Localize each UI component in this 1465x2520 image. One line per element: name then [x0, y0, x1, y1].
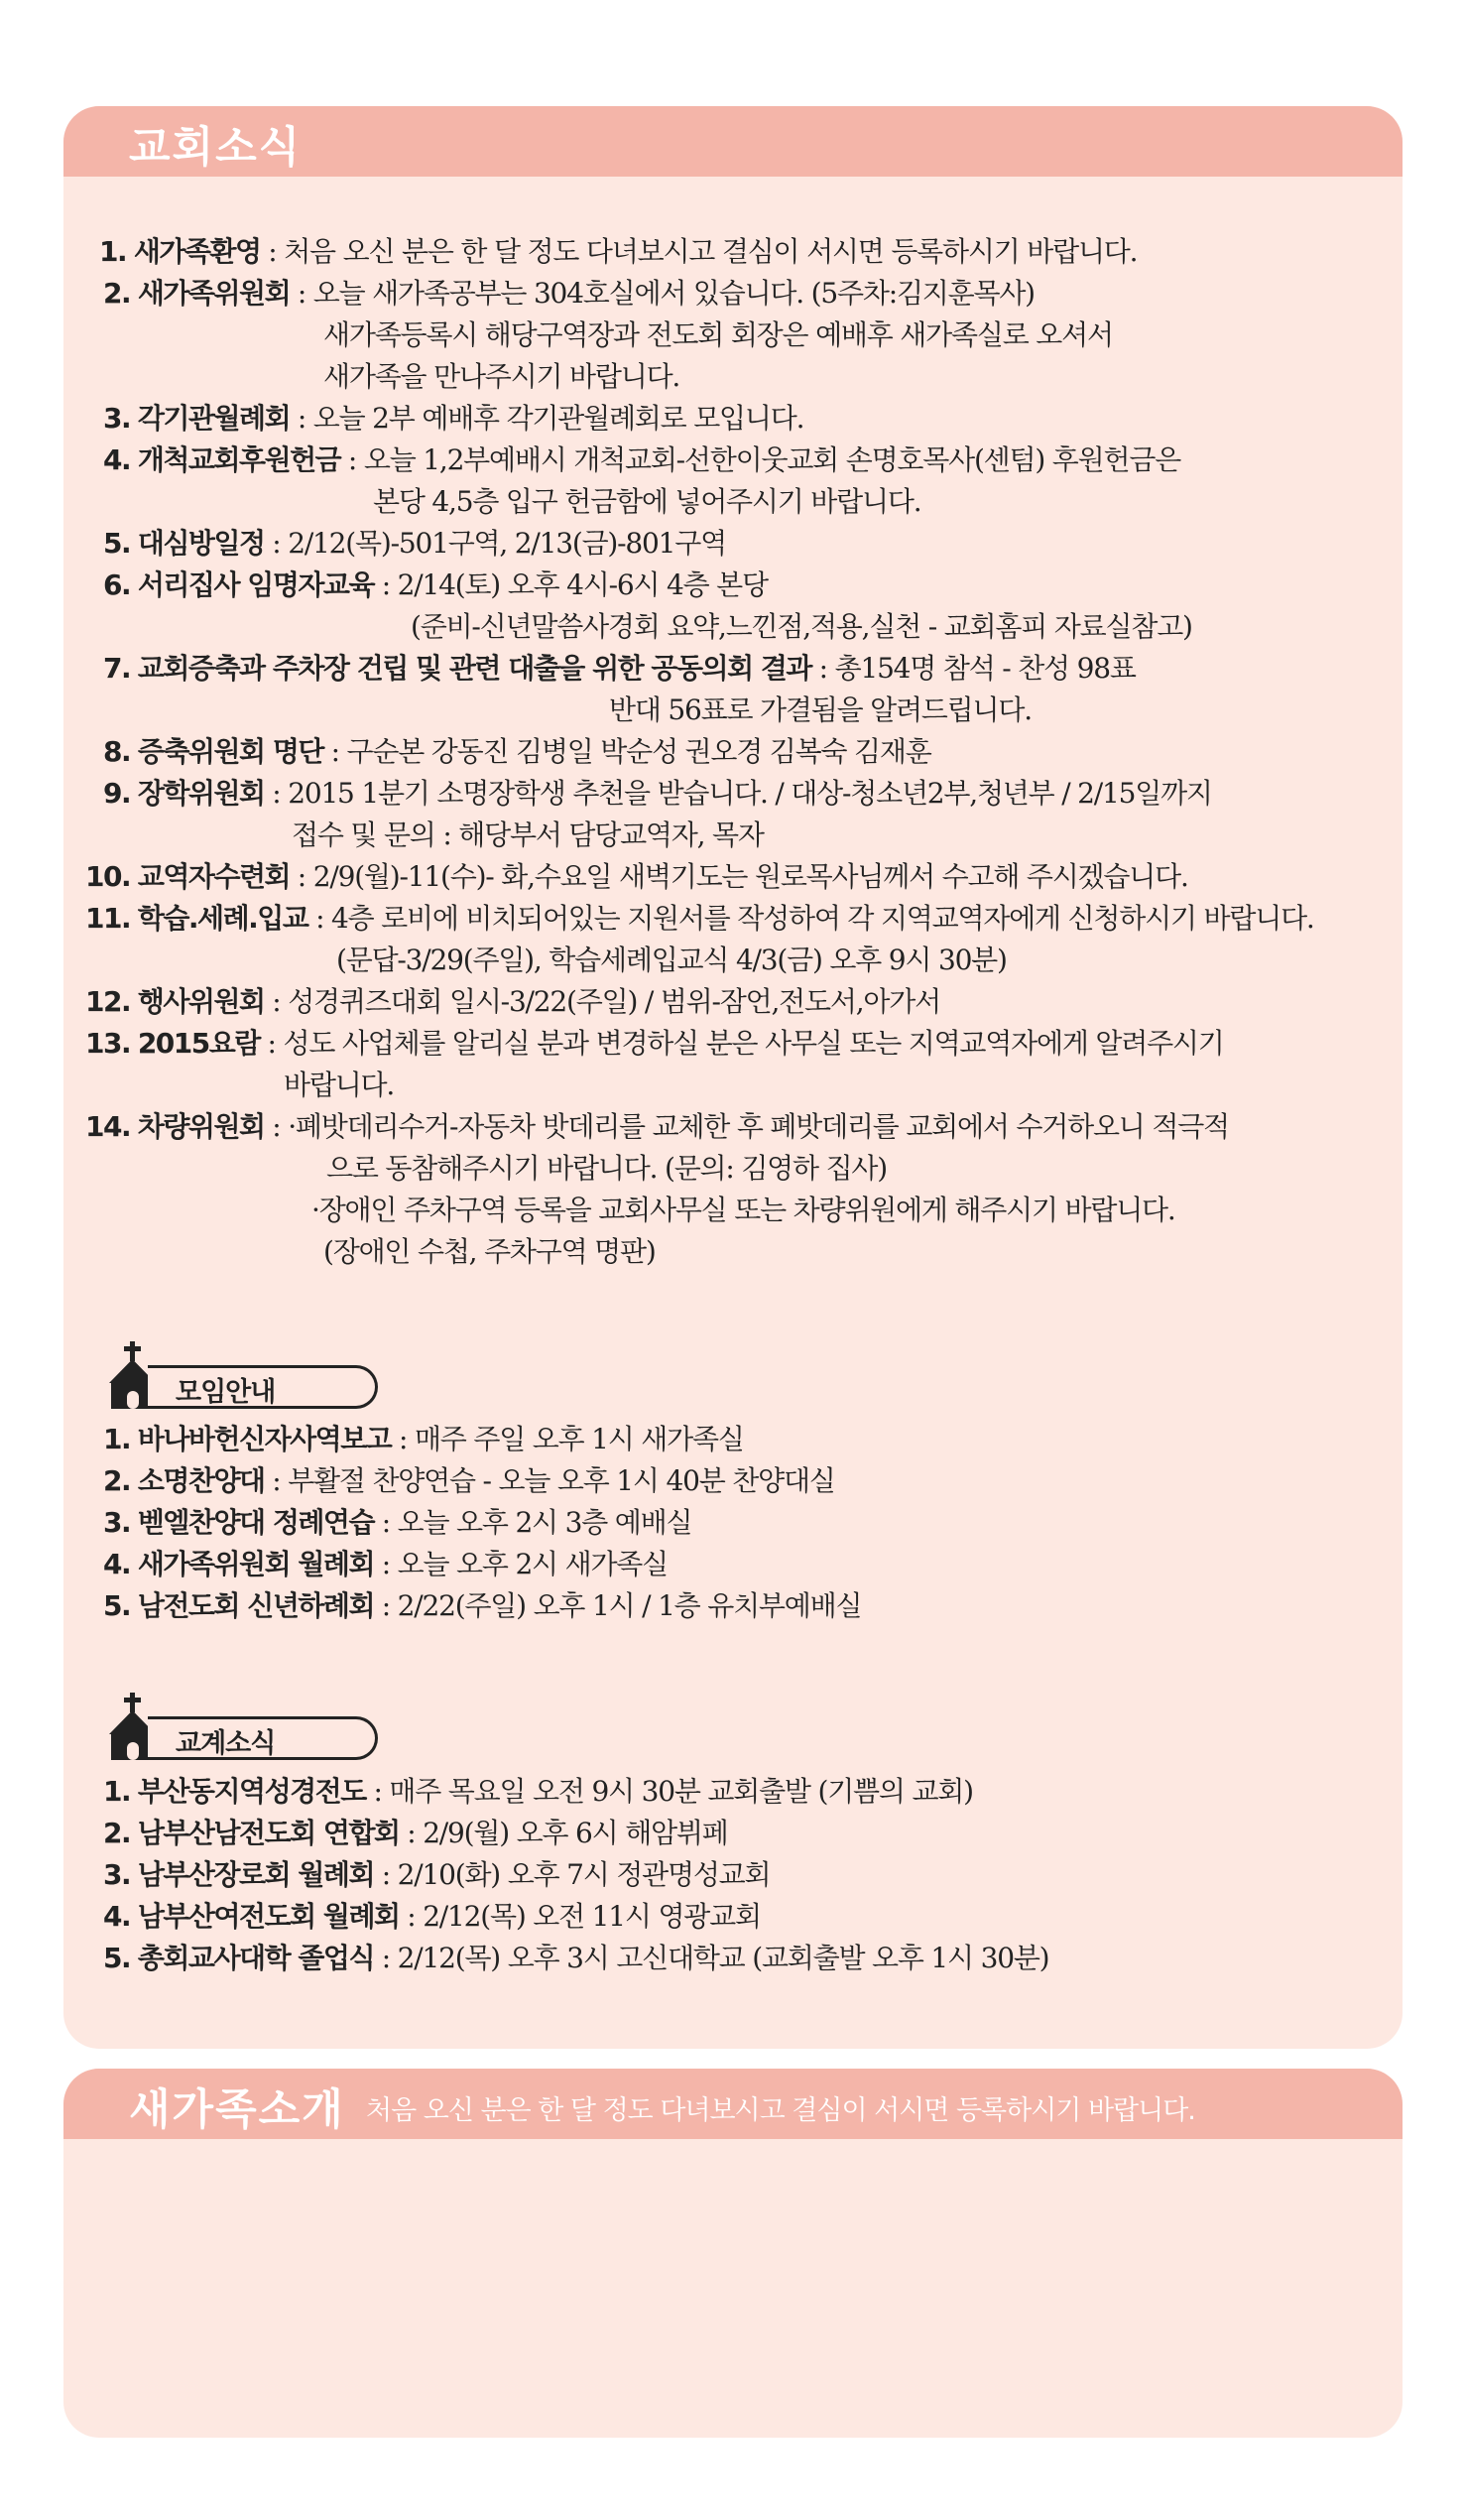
item-detail: : 성도 사업체를 알리실 분과 변경하실 분은 사무실 또는 지역교역자에게 알려주시기 — [259, 1027, 1224, 1060]
list-item — [103, 1773, 973, 1811]
item-keyword: 남부산여전도회 월례회 — [137, 1900, 400, 1933]
item-keyword: 총회교사대학 졸업식 — [137, 1942, 375, 1974]
item-detail: : ·폐밧데리수거-자동차 밧데리를 교체한 후 폐밧데리를 교회에서 수거하오니 적극적 — [264, 1110, 1229, 1143]
list-item — [103, 400, 803, 438]
church-news-panel — [63, 106, 1403, 2049]
item-number: 8. — [103, 735, 131, 768]
item-detail: : 부활절 찬양연습 - 오늘 오후 1시 40분 찬양대실 — [264, 1464, 835, 1497]
item-detail: : 2/14(토) 오후 4시-6시 4층 본당 — [374, 568, 768, 601]
list-item-continuation — [373, 483, 920, 521]
item-number: 9. — [103, 777, 131, 810]
item-number: 4. — [103, 1900, 131, 1933]
item-keyword: 소명찬양대 — [137, 1464, 265, 1497]
gyogye-section-header — [103, 1691, 430, 1760]
item-keyword: 교역자수련회 — [137, 860, 291, 893]
item-detail: : 2/12(목) 오후 3시 고신대학교 (교회출발 오후 1시 30분) — [374, 1942, 1049, 1974]
item-number: 5. — [103, 527, 131, 560]
list-item — [103, 1815, 728, 1852]
list-item — [103, 567, 768, 604]
item-number: 2. — [103, 1817, 131, 1849]
list-item — [103, 1856, 770, 1894]
list-item — [103, 775, 1212, 813]
item-detail: : 매주 목요일 오전 9시 30분 교회출발 (기쁨의 교회) — [365, 1775, 973, 1808]
list-item-continuation — [311, 1192, 1175, 1229]
list-item — [85, 1025, 1224, 1063]
item-keyword: 부산동지역성경전도 — [137, 1775, 366, 1808]
item-number: 5. — [103, 1942, 131, 1974]
list-item-continuation — [323, 358, 679, 396]
item-keyword: 2015요람 — [137, 1027, 260, 1060]
item-text: 새가족을 만나주시기 바랍니다. — [323, 360, 680, 393]
list-item — [103, 275, 1035, 313]
item-text: 새가족등록시 해당구역장과 전도회 회장은 예배후 새가족실로 오셔서 — [323, 318, 1113, 351]
list-item-continuation — [284, 1067, 394, 1104]
item-detail: : 오늘 2부 예배후 각기관월례회로 모입니다. — [290, 402, 804, 435]
item-detail: : 오늘 오후 2시 3층 예배실 — [374, 1506, 692, 1539]
list-item-continuation — [323, 1233, 656, 1271]
new-family-panel — [63, 2069, 1403, 2438]
item-text: 본당 4,5층 입구 헌금함에 넣어주시기 바랍니다. — [373, 485, 921, 518]
item-text: (문답-3/29(주일), 학습세례입교식 4/3(금) 오후 9시 30분) — [336, 944, 1007, 976]
list-item-continuation — [336, 942, 1007, 979]
item-number: 4. — [103, 443, 131, 476]
new-family-subtitle: 처음 오신 분은 한 달 정도 다녀보시고 결심이 서시면 등록하시기 바랍니다. — [366, 2095, 1195, 2126]
item-keyword: 차량위원회 — [137, 1110, 265, 1143]
item-detail: : 매주 주일 오후 1시 새가족실 — [391, 1423, 744, 1455]
item-detail: : 오늘 1,2부예배시 개척교회-선한이웃교회 손명호목사(센텀) 후원헌금은 — [340, 443, 1181, 476]
item-number: 2. — [103, 1464, 131, 1497]
item-number: 7. — [103, 652, 131, 685]
meeting-section-header — [103, 1339, 430, 1409]
item-keyword: 바나바헌신자사역보고 — [137, 1423, 392, 1455]
item-keyword: 증축위원회 명단 — [137, 735, 323, 768]
list-item — [103, 441, 1180, 479]
list-item — [85, 1108, 1229, 1146]
item-number: 14. — [85, 1110, 131, 1143]
gyogye-title: 교계소식 — [176, 1728, 276, 1759]
item-detail: : 2/9(월)-11(수)- 화,수요일 새벽기도는 원로목사님께서 수고해 주시겠습니다. — [290, 860, 1188, 893]
new-family-title: 새가족소개 — [129, 2085, 345, 2135]
item-detail: : 오늘 새가족공부는 304호실에서 있습니다. (5주차:김지훈목사) — [290, 277, 1035, 310]
list-item — [85, 858, 1188, 896]
item-keyword: 장학위원회 — [137, 777, 265, 810]
item-text: (준비-신년말씀사경회 요약,느낀점,적용,실천 - 교회홈피 자료실참고) — [411, 610, 1192, 643]
meeting-title: 모임안내 — [176, 1377, 276, 1408]
item-detail: : 2/22(주일) 오후 1시 / 1층 유치부예배실 — [374, 1589, 862, 1622]
item-number: 1. — [103, 1423, 131, 1455]
item-keyword: 학습.세례.입교 — [137, 902, 308, 935]
list-item — [99, 233, 1137, 271]
list-item — [85, 983, 940, 1021]
item-number: 4. — [103, 1548, 131, 1580]
church-news-header — [63, 106, 1403, 177]
item-number: 2. — [103, 277, 131, 310]
item-detail: : 2/12(목)-501구역, 2/13(금)-801구역 — [264, 527, 726, 560]
list-item-continuation — [292, 817, 764, 854]
item-number: 11. — [85, 902, 131, 935]
item-detail: : 2/9(월) 오후 6시 해암뷔페 — [399, 1817, 728, 1849]
item-number: 3. — [103, 1858, 131, 1891]
item-detail: : 총154명 참석 - 찬성 98표 — [810, 652, 1136, 685]
item-keyword: 대심방일정 — [137, 527, 265, 560]
item-number: 1. — [103, 1775, 131, 1808]
item-detail: : 2015 1분기 소명장학생 추천을 받습니다. / 대상-청소년2부,청년부 / 2/15일까지 — [264, 777, 1212, 810]
item-text: 으로 동참해주시기 바랍니다. (문의: 김영하 집사) — [326, 1152, 887, 1185]
item-detail: : 오늘 오후 2시 새가족실 — [374, 1548, 668, 1580]
list-item — [103, 1898, 761, 1936]
item-keyword: 새가족위원회 월례회 — [137, 1548, 375, 1580]
item-number: 3. — [103, 402, 131, 435]
list-item-continuation — [326, 1150, 887, 1188]
item-keyword: 각기관월례회 — [137, 402, 291, 435]
gyogye-title-pill — [148, 1716, 378, 1760]
item-detail: : 4층 로비에 비치되어있는 지원서를 작성하여 각 지역교역자에게 신청하시기 바랍니다. — [307, 902, 1314, 935]
new-family-header — [63, 2069, 1403, 2139]
list-item — [103, 733, 931, 771]
list-item — [103, 1421, 744, 1458]
item-text: 바랍니다. — [284, 1069, 395, 1101]
item-number: 3. — [103, 1506, 131, 1539]
list-item-continuation — [411, 608, 1192, 646]
item-text: ·장애인 주차구역 등록을 교회사무실 또는 차량위원에게 해주시기 바랍니다. — [311, 1194, 1175, 1226]
item-keyword: 교회증축과 주차장 건립 및 관련 대출을 위한 공동의회 결과 — [137, 652, 811, 685]
meeting-title-pill — [148, 1365, 378, 1409]
item-keyword: 남부산장로회 월례회 — [137, 1858, 375, 1891]
item-detail: : 처음 오신 분은 한 달 정도 다녀보시고 결심이 서시면 등록하시기 바랍니다. — [260, 235, 1138, 268]
item-number: 5. — [103, 1589, 131, 1622]
item-keyword: 서리집사 임명자교육 — [137, 568, 375, 601]
list-item — [103, 525, 726, 563]
item-keyword: 남전도회 신년하례회 — [137, 1589, 375, 1622]
item-keyword: 새가족위원회 — [137, 277, 291, 310]
item-detail: : 성경퀴즈대회 일시-3/22(주일) / 범위-잠언,전도서,아가서 — [264, 985, 940, 1018]
item-number: 10. — [85, 860, 131, 893]
item-keyword: 행사위원회 — [137, 985, 265, 1018]
list-item — [103, 1462, 835, 1500]
list-item — [85, 900, 1314, 938]
item-detail: : 구순본 강동진 김병일 박순성 권오경 김복숙 김재훈 — [322, 735, 931, 768]
list-item — [103, 1587, 861, 1625]
item-keyword: 남부산남전도회 연합회 — [137, 1817, 400, 1849]
list-item — [103, 1546, 668, 1583]
item-text: (장애인 수첩, 주차구역 명판) — [323, 1235, 656, 1268]
list-item-continuation — [323, 316, 1113, 354]
list-item — [103, 650, 1136, 688]
list-item — [103, 1940, 1048, 1977]
item-number: 1. — [99, 235, 127, 268]
item-text: 접수 및 문의 : 해당부서 담당교역자, 목자 — [292, 819, 764, 851]
item-text: 반대 56표로 가결됨을 알려드립니다. — [609, 693, 1032, 726]
item-detail: : 2/10(화) 오후 7시 정관명성교회 — [374, 1858, 771, 1891]
item-number: 12. — [85, 985, 131, 1018]
item-number: 13. — [85, 1027, 131, 1060]
item-keyword: 개척교회후원헌금 — [137, 443, 341, 476]
list-item — [103, 1504, 691, 1542]
list-item-continuation — [609, 692, 1032, 729]
item-keyword: 벧엘찬양대 정례연습 — [137, 1506, 375, 1539]
item-detail: : 2/12(목) 오전 11시 영광교회 — [399, 1900, 761, 1933]
item-keyword: 새가족환영 — [133, 235, 261, 268]
church-news-title: 교회소식 — [129, 123, 303, 173]
item-number: 6. — [103, 568, 131, 601]
